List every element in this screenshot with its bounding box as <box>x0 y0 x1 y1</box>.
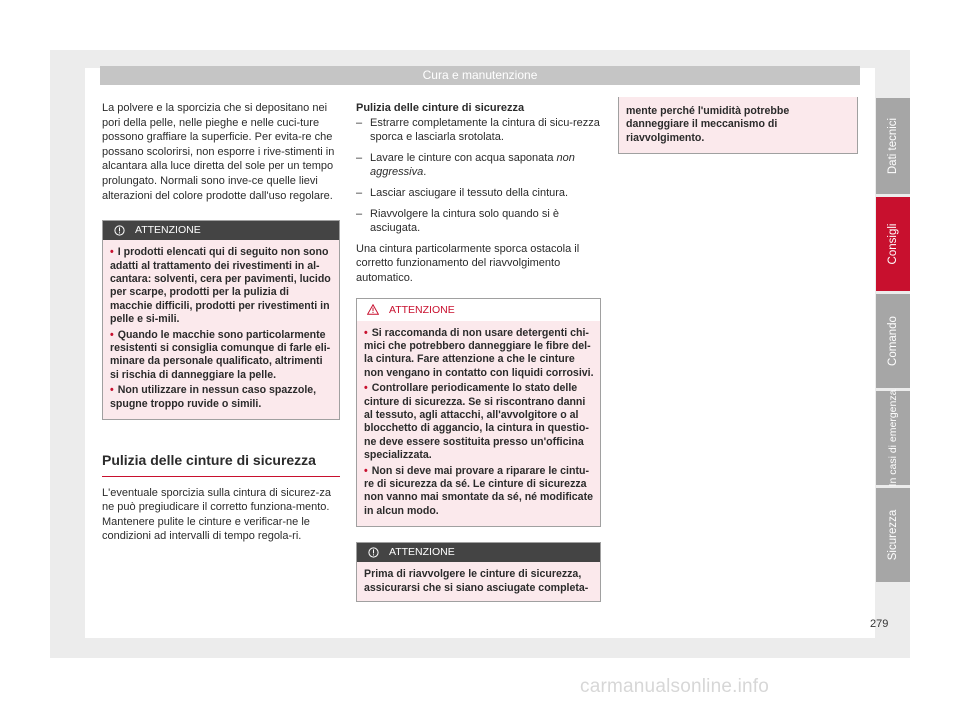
section-title: Pulizia delle cinture di sicurezza <box>102 453 340 477</box>
warning-triangle-icon <box>357 304 389 315</box>
tab-emergenza[interactable]: In casi di emergenza <box>876 391 910 485</box>
tab-comando[interactable]: Comando <box>876 294 910 388</box>
step-item: – Lavare le cinture con acqua saponata non aggressiva. <box>356 151 575 179</box>
warning-item: • Controllare periodicamente lo stato delle cinture di sicurezza. Se si riscontrano danni al tessuto, agli attacchi, all'avvolgitore o al blocchetto di aggancio, la cintura in questio-ne deve essere sostituita presso un'officina specializzata. <box>364 382 589 462</box>
warning-item: • Non utilizzare in nessun caso spazzole, spugne troppo ruvide o simili. <box>110 384 317 410</box>
tab-consigli[interactable]: Consigli <box>876 197 910 291</box>
warning-body <box>103 240 339 419</box>
column-middle <box>356 101 601 602</box>
warning-header-2 <box>357 299 600 321</box>
warning-item: • Non si deve mai provare a riparare le cintu-re di sicurezza da sé. Le cinture di sicurezza non vanno mai smontate da sé, né modificate in alcun modo. <box>364 464 593 517</box>
warning-item: • I prodotti elencati qui di seguito non sono adatti al trattamento dei rivestimenti in al-cantara: solventi, cera per pavimenti, lucido per scarpe, prodotti per la pulizia di macchie difficili, prodotti per rivestimenti in pelle e si-mili. <box>110 246 331 326</box>
warning-item: • Si raccomanda di non usare detergenti chi-mici che potrebbero danneggiare le fibre del-la cintura. Fare attenzione a che le cinture non vengano in contatto con liquidi corrosivi. <box>364 326 594 379</box>
intro-paragraph: La polvere e la sporcizia che si depositano nei pori della pelle, nelle pieghe e nelle cuci-ture possono graffiare la superficie. Per evita-re che possano scolorirsi, non esporre i rive-stimenti in alcantara alla luce diretta del sole per un tempo prolungato. Normali sono inve-ce quelle lievi alterazioni del colore prodotte dall'uso regolare. <box>102 102 335 202</box>
warning-label: ATTENZIONE <box>135 224 201 237</box>
belt-paragraph: Una cintura particolarmente sporca ostacola il corretto funzionamento del riavvolgimento automatico. <box>356 242 580 284</box>
steps-list <box>356 116 601 236</box>
tab-dati-tecnici[interactable]: Dati tecnici <box>876 98 910 194</box>
continued-body <box>619 97 857 153</box>
warning-box-2 <box>356 298 601 528</box>
note-body <box>357 562 600 601</box>
warning-box <box>102 220 340 420</box>
subheading: Pulizia delle cinture di sicurezza <box>356 102 525 114</box>
step-item: – Estrarre completamente la cintura di sicu-rezza sporca e lasciarla srotolata. <box>356 116 600 144</box>
info-icon <box>103 225 135 236</box>
warning-item: • Quando le macchie sono particolarmente resistenti si consiglia comunque di farle eli-minare da personale qualificato, altrimenti si rischia di danneggiare la pelle. <box>110 328 331 381</box>
continued-text: mente perché l'umidità potrebbe danneggiare il meccanismo di riavvolgimento. <box>626 105 790 144</box>
warning-label-2: ATTENZIONE <box>389 303 455 316</box>
page-header: Cura e manutenzione <box>100 66 860 85</box>
note-header <box>357 543 600 562</box>
column-right <box>618 97 858 154</box>
section-paragraph: L'eventuale sporcizia sulla cintura di sicurez-za ne può pregiudicare il corretto funziona-mento. Mantenere pulite le cinture e verificar-ne le condizioni ad intervalli di tempo regola-ri. <box>102 486 331 543</box>
note-text: Prima di riavvolgere le cinture di sicurezza, assicurarsi che si siano asciugate completa- <box>364 568 589 594</box>
page-number: 279 <box>870 618 889 630</box>
warning-header <box>103 221 339 240</box>
note-label: ATTENZIONE <box>389 546 455 559</box>
column-left <box>102 101 340 544</box>
continued-box <box>618 97 858 154</box>
warning-body-2 <box>357 321 600 527</box>
step-item: – Riavvolgere la cintura solo quando si è asciugata. <box>356 207 559 235</box>
step-item: – Lasciar asciugare il tessuto della cintura. <box>356 186 569 199</box>
watermark: carmanualsonline.info <box>580 676 770 697</box>
note-box <box>356 542 601 602</box>
info-icon <box>357 547 389 558</box>
tab-sicurezza[interactable]: Sicurezza <box>876 488 910 582</box>
